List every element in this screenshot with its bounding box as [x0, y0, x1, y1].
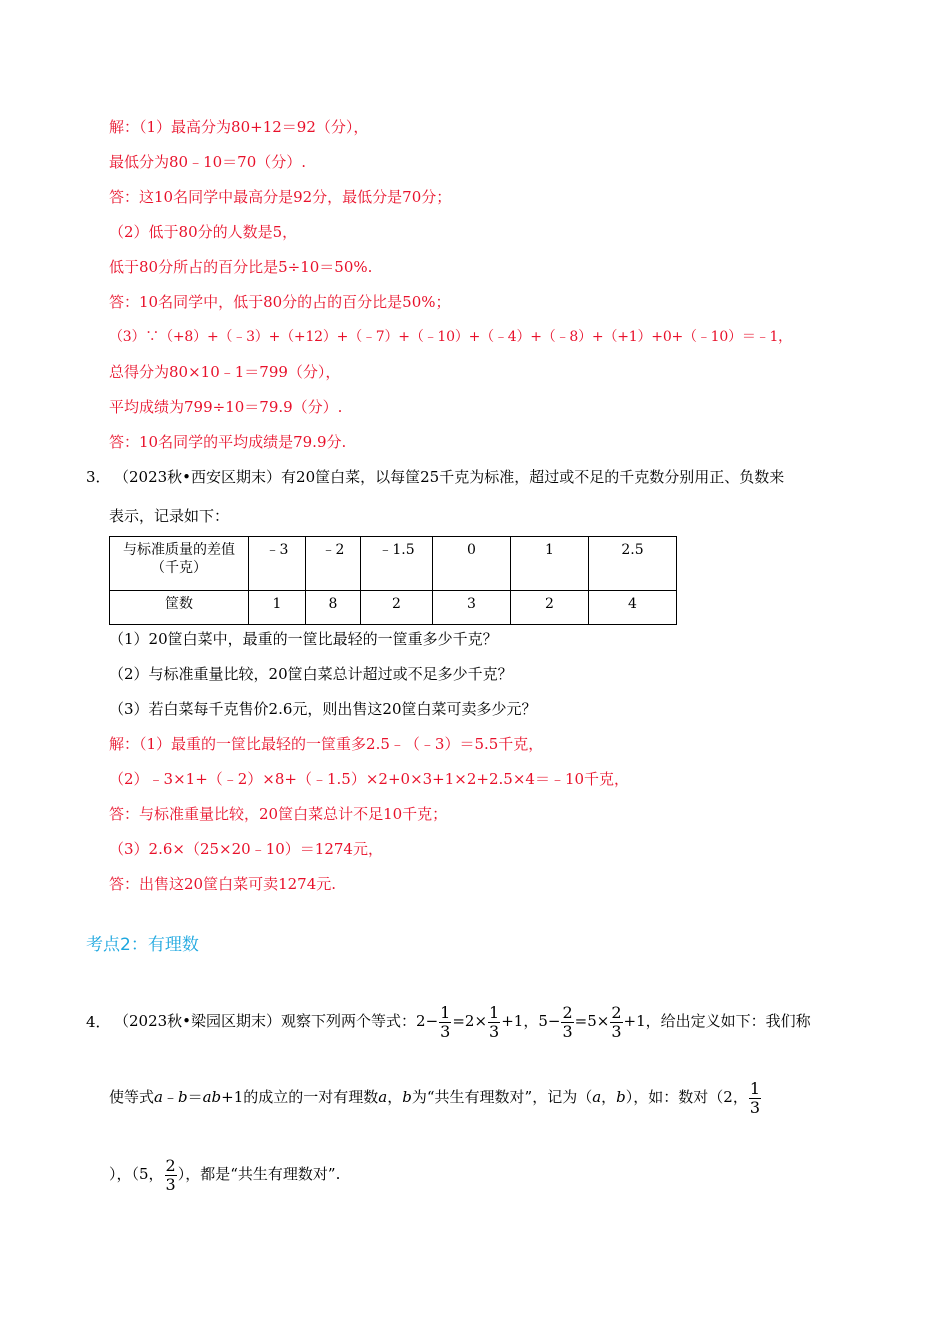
numerator: 1 [489, 1002, 500, 1022]
q3-solution-line-1: 解：（1）最重的一筐比最轻的一筐重多2.5﹣（﹣3）＝5.5千克， [109, 735, 544, 753]
header-label-line2: （千克） [151, 560, 207, 576]
solution2-line-8: 总得分为80×10﹣1＝799（分）， [109, 363, 341, 381]
var-a: a [378, 1088, 388, 1106]
text: 使等式 [109, 1088, 155, 1106]
solution2-line-2: 最低分为80﹣10＝70（分）. [109, 153, 307, 171]
table-cell: ﹣1.5 [361, 537, 433, 591]
solution2-line-4: （2）低于80分的人数是5， [109, 223, 298, 241]
equation-1 [416, 1002, 539, 1041]
text: +1的成立的一对有理数 [221, 1088, 379, 1106]
header-label-line1: 与标准质量的差值 [123, 542, 235, 558]
q3-number: 3． [86, 468, 111, 486]
text: ），都是“共生有理数对”. [177, 1165, 341, 1183]
solution2-line-1: 解：（1）最高分为80+12＝92（分）， [109, 118, 369, 136]
solution2-line-3: 答：这10名同学中最高分是92分，最低分是70分； [109, 188, 452, 206]
numerator: 2 [611, 1002, 622, 1022]
text: ＝ [187, 1088, 203, 1106]
q4-line-3 [109, 1154, 340, 1194]
q4-after-eq: 给出定义如下：我们称 [660, 1012, 811, 1030]
solution2-line-9: 平均成绩为799÷10＝79.9（分）. [109, 398, 343, 416]
eq-text: +1， [623, 1012, 661, 1030]
section-title: 考点2：有理数 [86, 935, 199, 955]
text: ﹣ [162, 1088, 178, 1106]
q4-line-2 [109, 1077, 762, 1117]
q3-statement-line-1: （2023秋•西安区期末）有20筐白菜，以每筐25千克为标准，超过或不足的千克数分别用正、负数来 [114, 468, 785, 486]
q3-solution-line-5: 答：出售这20筐白菜可卖1274元. [109, 875, 337, 893]
denominator: 3 [440, 1021, 451, 1041]
var-a: a [154, 1088, 163, 1106]
eq-text: =2× [452, 1012, 488, 1030]
q3-solution-line-3: 答：与标准重量比较，20筐白菜总计不足10千克； [109, 805, 448, 823]
solution2-line-10: 答：10名同学的平均成绩是79.9分. [109, 433, 347, 451]
table-cell: 3 [433, 591, 511, 625]
table-cell: ﹣3 [249, 537, 306, 591]
fraction [610, 1004, 622, 1041]
table-cell: 8 [306, 591, 361, 625]
denominator: 3 [611, 1021, 622, 1041]
q4-number: 4． [86, 1013, 111, 1031]
q3-solution-line-2: （2）﹣3×1+（﹣2）×8+（﹣1.5）×2+0×3+1×2+2.5×4＝﹣10千克， [109, 770, 630, 788]
table-cell: 2.5 [589, 537, 677, 591]
table-row-count [110, 591, 677, 625]
solution2-line-7: （3）∵（+8）+（﹣3）+（+12）+（﹣7）+（﹣10）+（﹣4）+（﹣8）+（+1）+0+（﹣10）＝﹣1， [109, 329, 792, 345]
table-cell: 1 [511, 537, 589, 591]
q4-intro: （2023秋•梁园区期末）观察下列两个等式： [114, 1012, 417, 1030]
fraction [561, 1004, 573, 1041]
q3-sub-3: （3）若白菜每千克售价2.6元，则出售这20筐白菜可卖多少元？ [109, 700, 537, 718]
denominator: 3 [749, 1097, 761, 1117]
q3-sub-2: （2）与标准重量比较，20筐白菜总计超过或不足多少千克？ [109, 665, 513, 683]
numerator: 2 [562, 1002, 573, 1022]
fraction [165, 1157, 177, 1194]
denominator: 3 [489, 1021, 500, 1041]
var-ab: ab [202, 1088, 222, 1106]
table-cell: 2 [511, 591, 589, 625]
q3-data-table [109, 536, 677, 625]
numerator: 1 [749, 1078, 761, 1098]
table-header-diff [110, 537, 249, 591]
text: ， [601, 1088, 617, 1106]
denominator: 3 [562, 1021, 573, 1041]
text: ， [387, 1088, 403, 1106]
eq-text: +1， [501, 1012, 539, 1030]
equation-2 [538, 1002, 661, 1041]
fraction [749, 1080, 761, 1117]
table-cell: ﹣2 [306, 537, 361, 591]
var-a: a [592, 1088, 602, 1106]
var-b: b [177, 1088, 188, 1106]
eq-text: 2− [416, 1012, 439, 1030]
text: ），（5， [109, 1165, 164, 1183]
table-cell: 2 [361, 591, 433, 625]
eq-text: 5− [538, 1012, 561, 1030]
table-row-diff [110, 537, 677, 591]
q3-sub-1: （1）20筐白菜中，最重的一筐比最轻的一筐重多少千克？ [109, 630, 498, 648]
q3-statement-line-2: 表示，记录如下： [109, 507, 230, 525]
text: 为“共生有理数对”，记为（ [411, 1088, 593, 1106]
var-b: b [402, 1088, 412, 1106]
eq-text: =5× [574, 1012, 610, 1030]
numerator: 2 [165, 1155, 176, 1175]
table-cell: 4 [589, 591, 677, 625]
denominator: 3 [165, 1174, 176, 1194]
table-cell: 0 [433, 537, 511, 591]
fraction [439, 1004, 451, 1041]
table-cell: 1 [249, 591, 306, 625]
solution2-line-5: 低于80分所占的百分比是5÷10＝50%. [109, 258, 373, 276]
q3-solution-line-4: （3）2.6×（25×20﹣10）＝1274元， [109, 840, 383, 858]
text: ），如：数对（2， [625, 1088, 748, 1106]
numerator: 1 [440, 1002, 451, 1022]
solution2-line-6: 答：10名同学中，低于80分的占的百分比是50%； [109, 293, 451, 311]
fraction [488, 1004, 500, 1041]
q4-line-1 [114, 1001, 811, 1041]
var-b: b [616, 1088, 626, 1106]
table-header-count: 筐数 [110, 591, 249, 625]
